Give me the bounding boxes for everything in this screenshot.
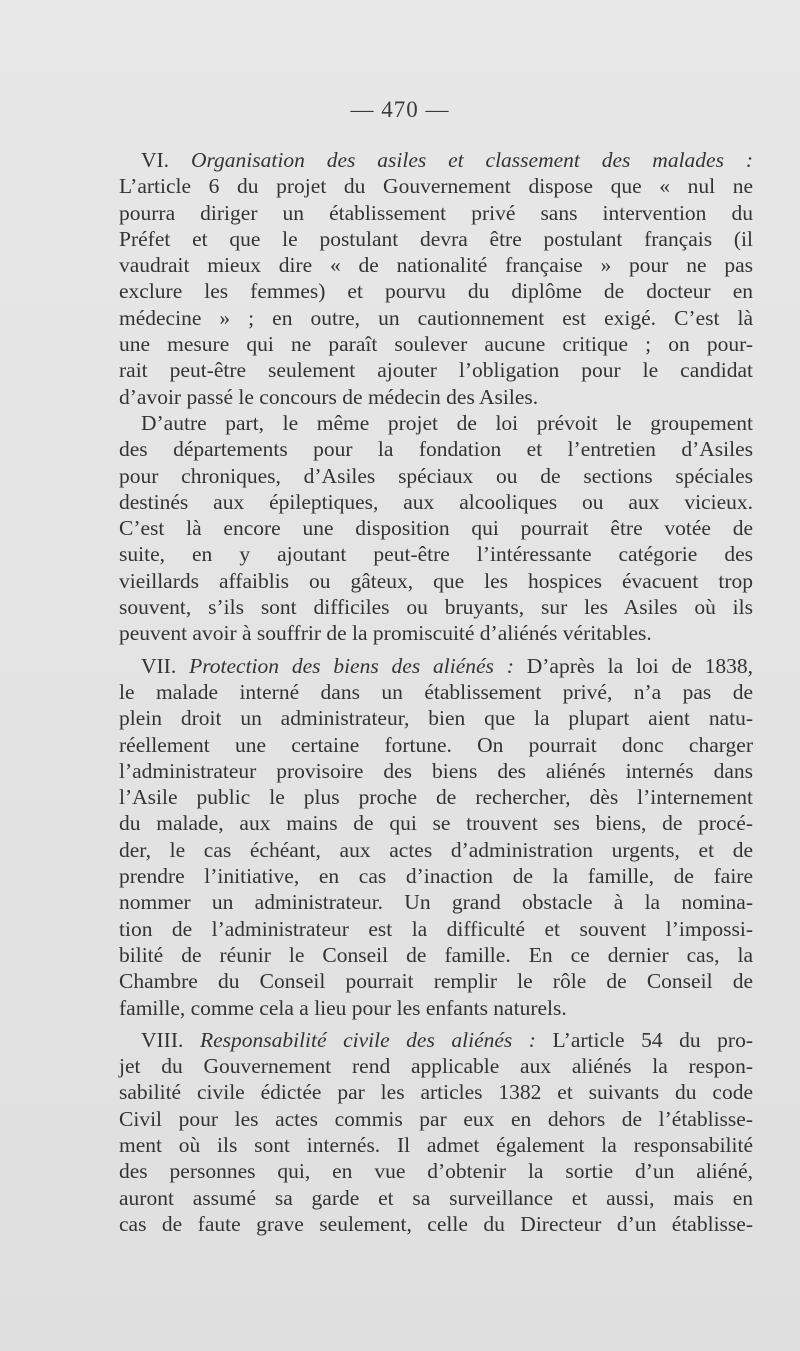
section-number: VI. — [141, 148, 170, 172]
text-line: nommer un administrateur. Un grand obstacle à la nomina- — [119, 890, 753, 915]
section-title: Responsabilité civile des aliénés : — [199, 1027, 536, 1052]
text-line: bilité de réunir le Conseil de famille. En ce dernier cas, la — [119, 942, 753, 967]
body-text — [119, 147, 753, 1237]
section-number: VIII. — [141, 1027, 184, 1052]
text-line: des personnes qui, en vue d’obtenir la sortie d’un aliéné, — [119, 1159, 753, 1184]
text-line: d’avoir passé le concours de médecin des Asiles. — [119, 384, 539, 409]
text-line: Civil pour les actes commis par eux en dehors de l’établisse- — [119, 1106, 753, 1131]
text-line: C’est là encore une disposition qui pourrait être votée de — [119, 516, 753, 541]
text-line: tion de l’administrateur est la difficulté et souvent l’impossi- — [119, 916, 753, 941]
text-line: famille, comme cela a lieu pour les enfants naturels. — [119, 995, 567, 1020]
text-line: vieillards affaiblis ou gâteux, que les hospices évacuent trop — [119, 568, 753, 593]
text-line: plein droit un administrateur, bien que la plupart aient natu- — [119, 706, 753, 731]
text-line: l’administrateur provisoire des biens des aliénés internés dans — [119, 758, 753, 783]
text-line: der, le cas échéant, aux actes d’administration urgents, et de — [119, 837, 753, 862]
paragraph-continuation — [119, 410, 753, 647]
text-line: médecine » ; en outre, un cautionnement est exigé. C’est là — [119, 305, 753, 330]
text-line: sabilité civile édictée par les articles 1382 et suivants du code — [119, 1080, 753, 1105]
text-line: une mesure qui ne paraît soulever aucune critique ; on pour- — [119, 332, 753, 357]
paragraph-vii — [119, 653, 753, 1021]
text-line: le malade interné dans un établissement privé, n’a pas de — [119, 679, 753, 704]
text-line: prendre l’initiative, en cas d’inaction de la famille, de faire — [119, 864, 753, 889]
section-number: VII. — [141, 653, 177, 678]
text-line: réellement une certaine fortune. On pourrait donc charger — [119, 732, 753, 757]
text-line: cas de faute grave seulement, celle du Directeur d’un établisse- — [119, 1211, 753, 1236]
section-title: Organisation des asiles et classement des malades : — [190, 148, 753, 172]
text-line: exclure les femmes) et pourvu du diplôme de docteur en — [119, 279, 753, 304]
text-line: suite, en y ajoutant peut-être l’intéressante catégorie des — [119, 542, 753, 567]
paragraph-viii — [119, 1027, 753, 1237]
text-run: L’article 54 du pro- — [552, 1027, 753, 1052]
text-line: D’autre part, le même projet de loi prévoit le groupement — [141, 410, 753, 435]
text-line: souvent, s’ils sont difficiles ou bruyants, sur les Asiles où ils — [119, 595, 753, 620]
text-line: auront assumé sa garde et sa surveillance et aussi, mais en — [119, 1185, 753, 1210]
text-run: D’après la loi de 1838, — [526, 653, 753, 678]
text-line: rait peut-être seulement ajouter l’obligation pour le candidat — [119, 358, 753, 383]
paragraph-vi — [119, 147, 753, 410]
text-line: L’article 6 du projet du Gouvernement dispose que « nul ne — [119, 174, 753, 199]
text-line: Préfet et que le postulant devra être postulant français (il — [119, 226, 753, 251]
paragraph-heading-line — [119, 653, 753, 679]
text-line: ment où ils sont internés. Il admet également la responsabilité — [119, 1132, 753, 1157]
text-line: jet du Gouvernement rend applicable aux aliénés la respon- — [119, 1054, 753, 1079]
section-title: Protection des biens des aliénés : — [189, 653, 514, 678]
text-line: pour chroniques, d’Asiles spéciaux ou de sections spéciales — [119, 463, 753, 488]
text-line: vaudrait mieux dire « de nationalité française » pour ne pas — [119, 253, 753, 278]
text-line: pourra diriger un établissement privé sans intervention du — [119, 200, 753, 225]
text-line: du malade, aux mains de qui se trouvent ses biens, de procé- — [119, 811, 753, 836]
paragraph-heading-line — [119, 1027, 753, 1053]
text-line: Chambre du Conseil pourrait remplir le rôle de Conseil de — [119, 969, 753, 994]
text-line: destinés aux épileptiques, aux alcooliques ou aux vicieux. — [119, 489, 753, 514]
text-line: peuvent avoir à souffrir de la promiscuité d’aliénés véritables. — [119, 621, 652, 646]
page-number: — 470 — — [350, 97, 450, 122]
paragraph-heading-line — [119, 147, 753, 173]
text-line: l’Asile public le plus proche de rechercher, dès l’internement — [119, 785, 753, 810]
text-line: des départements pour la fondation et l’entretien d’Asiles — [119, 437, 753, 462]
